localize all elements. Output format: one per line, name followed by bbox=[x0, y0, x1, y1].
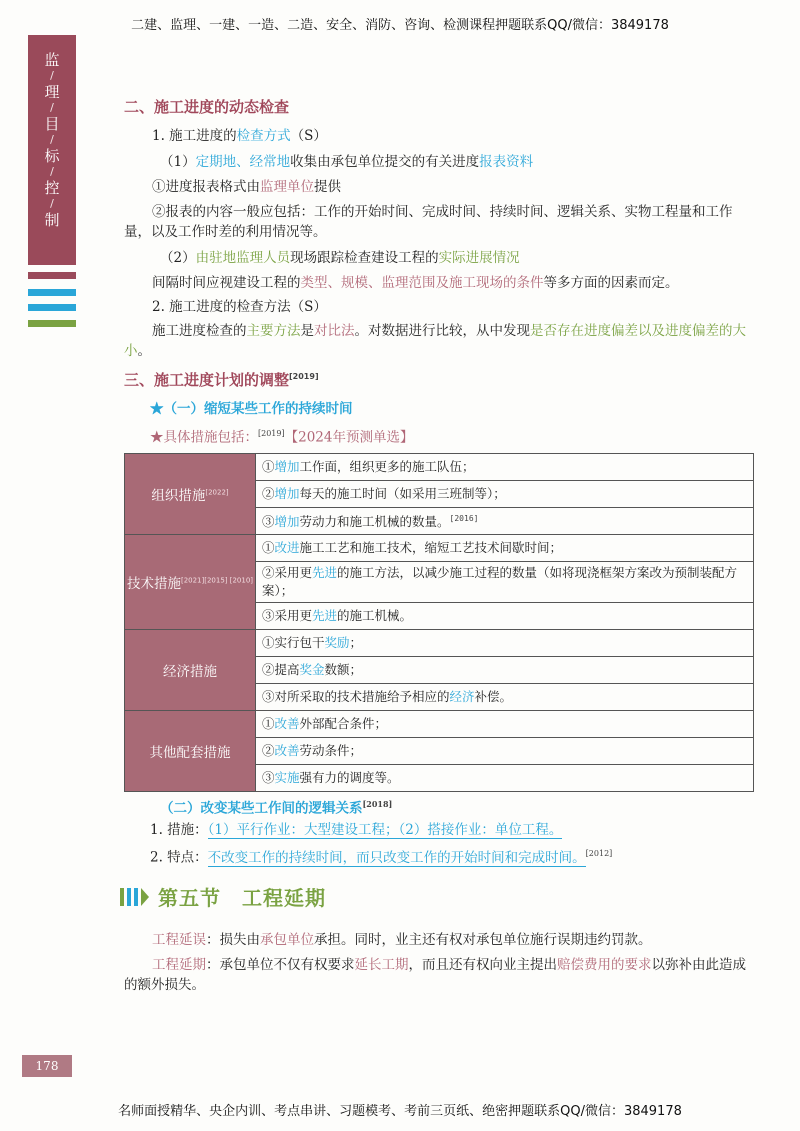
subsection-2-title: （二）改变某些工作间的逻辑关系[2018] bbox=[160, 799, 393, 817]
measure-item-keyword: 改善 bbox=[274, 716, 300, 731]
measure-item bbox=[256, 508, 754, 535]
measure-item-text: 数额； bbox=[324, 662, 363, 677]
section-2-title: 二、施工进度的动态检查 bbox=[124, 98, 290, 116]
features-line: 2. 特点：不改变工作的持续时间，而只改变工作的开始时间和完成时间。[2012] bbox=[150, 849, 613, 866]
measure-item-keyword: 经济 bbox=[449, 689, 475, 704]
measure-category bbox=[125, 454, 256, 535]
measure-item-year-tag: [2016] bbox=[449, 514, 479, 524]
table-row bbox=[125, 711, 754, 738]
measure-item-keyword: 奖金 bbox=[299, 662, 325, 677]
side-tab-char: 目 bbox=[44, 115, 60, 133]
section-3-title: 三、施工进度计划的调整[2019] bbox=[124, 371, 319, 389]
measure-item-text: 施工工艺和施工技术，缩短工艺技术间歇时间； bbox=[299, 540, 563, 555]
side-tab-label bbox=[28, 49, 76, 231]
measure-item-keyword: 增加 bbox=[274, 514, 300, 530]
measure-item-keyword: 增加 bbox=[274, 486, 300, 501]
measure-category-label: 组织措施 bbox=[151, 488, 206, 504]
measure-item-keyword: 先进 bbox=[312, 608, 338, 623]
measure-item-keyword: 改善 bbox=[274, 743, 300, 758]
measure-item bbox=[256, 657, 754, 684]
measure-item-text: 的施工方法，以减少施工过程的数量（如将现浇框架方案改为预制装配方案）； bbox=[262, 565, 738, 598]
measure-year-tag: [2022] bbox=[205, 488, 229, 497]
measure-item bbox=[256, 481, 754, 508]
side-tab-char: 制 bbox=[44, 211, 60, 229]
footer-banner: 名师面授精华、央企内训、考点串讲、习题模考、考前三页纸、绝密押题联系QQ/微信：3849178 bbox=[118, 1104, 682, 1119]
measure-item-text: ① bbox=[262, 459, 275, 474]
measure-item bbox=[256, 684, 754, 711]
measure-item-text: 劳动条件； bbox=[299, 743, 363, 758]
side-tab-separator: / bbox=[50, 197, 54, 210]
measure-item bbox=[256, 765, 754, 792]
measure-item-text: ③ bbox=[262, 770, 275, 785]
measure-item-keyword: 奖励 bbox=[324, 635, 350, 650]
measure-item-text: ②提高 bbox=[262, 662, 300, 677]
header-banner: 二建、监理、一建、一造、二造、安全、消防、咨询、检测课程押题联系QQ/微信：3849178 bbox=[131, 18, 669, 33]
measure-item-keyword: 先进 bbox=[312, 565, 338, 580]
measure-item bbox=[256, 454, 754, 481]
measures-table bbox=[124, 453, 754, 792]
method-1-1: （1）定期地、经常地收集由承包单位提交的有关进度报表资料 bbox=[160, 154, 534, 170]
measure-category-label: 经济措施 bbox=[163, 664, 217, 680]
side-tab bbox=[28, 35, 76, 265]
measure-item-text: 工作面，组织更多的施工队伍； bbox=[299, 459, 475, 474]
measure-category-label: 其他配套措施 bbox=[149, 745, 231, 761]
side-tab-separator: / bbox=[50, 101, 54, 114]
measure-category bbox=[125, 630, 256, 711]
measure-item-text: 补偿。 bbox=[474, 689, 513, 704]
measure-item-text: 的施工机械。 bbox=[337, 608, 413, 623]
side-tab-char: 监 bbox=[44, 51, 60, 69]
method-1-2-a: 间隔时间应视建设工程的类型、规模、监理范围及施工现场的条件等多方面的因素而定。 bbox=[152, 275, 679, 291]
section-5-title: 第五节 工程延期 bbox=[158, 886, 326, 910]
table-row bbox=[125, 454, 754, 481]
stripe-green bbox=[28, 320, 76, 327]
measure-item-keyword: 实施 bbox=[274, 770, 300, 785]
measure-category bbox=[125, 535, 256, 630]
measure-item-text: ① bbox=[262, 540, 275, 555]
side-tab-separator: / bbox=[50, 165, 54, 178]
stripe-mauve bbox=[28, 272, 76, 279]
measure-item-text: ② bbox=[262, 486, 275, 501]
measure-item-text: 每天的施工时间（如采用三班制等）； bbox=[299, 486, 506, 501]
method-heading-1: 1. 施工进度的检查方式（S） bbox=[152, 128, 327, 144]
measure-item-keyword: 增加 bbox=[274, 459, 300, 474]
measures-note: ★具体措施包括：[2019]【2024年预测单选】 bbox=[150, 429, 414, 446]
measure-item-text: ① bbox=[262, 716, 275, 731]
method-2-text: 施工进度检查的主要方法是对比法。对数据进行比较，从中发现是否存在进度偏差以及进度偏差的大小。 bbox=[124, 323, 746, 359]
measure-item-text: 劳动力和施工机械的数量。 bbox=[299, 514, 450, 530]
side-tab-separator: / bbox=[50, 133, 54, 146]
measure-item bbox=[256, 711, 754, 738]
measure-item-text: ② bbox=[262, 743, 275, 758]
measure-item-text: ③ bbox=[262, 514, 275, 530]
method-1-2: （2）由驻地监理人员现场跟踪检查建设工程的实际进展情况 bbox=[160, 250, 520, 266]
measure-item-text: ； bbox=[349, 635, 363, 650]
delay-extension-text: 工程延期：承包单位不仅有权要求延长工期，而且还有权向业主提出赔偿费用的要求以弥补由此造成的额外损失。 bbox=[124, 957, 746, 993]
section-bars-icon bbox=[120, 886, 150, 908]
measure-item bbox=[256, 562, 754, 603]
measure-item-text: 外部配合条件； bbox=[299, 716, 388, 731]
measure-item-text: ③对所采取的技术措施给予相应的 bbox=[262, 689, 450, 704]
side-tab-char: 理 bbox=[44, 83, 60, 101]
measure-year-tag: [2021][2015] [2010] bbox=[180, 576, 254, 585]
side-tab-char: 控 bbox=[44, 179, 60, 197]
stripe-blue-1 bbox=[28, 289, 76, 296]
stripe-blue-2 bbox=[28, 304, 76, 311]
measure-category bbox=[125, 711, 256, 792]
measure-item-text: 强有力的调度等。 bbox=[299, 770, 400, 785]
measure-item-text: ①实行包干 bbox=[262, 635, 325, 650]
subsection-1-title: ★（一）缩短某些工作的持续时间 bbox=[150, 401, 353, 417]
table-row bbox=[125, 630, 754, 657]
measures-line: 1. 措施：（1）平行作业：大型建设工程；（2）搭接作业：单位工程。 bbox=[150, 822, 563, 838]
side-tab-char: 标 bbox=[44, 147, 60, 165]
measure-item bbox=[256, 603, 754, 630]
measure-item-keyword: 改进 bbox=[274, 540, 300, 555]
measure-item-text: ②采用更 bbox=[262, 565, 313, 580]
method-1-1-a: ①进度报表格式由监理单位提供 bbox=[152, 179, 341, 195]
measure-item bbox=[256, 630, 754, 657]
method-1-1-b: ②报表的内容一般应包括：工作的开始时间、完成时间、持续时间、逻辑关系、实物工程量和工作量，以及工作时差的利用情况等。 bbox=[124, 204, 733, 240]
measure-item bbox=[256, 535, 754, 562]
table-row bbox=[125, 535, 754, 562]
delay-error-text: 工程延误：损失由承包单位承担。同时，业主还有权对承包单位施行误期违约罚款。 bbox=[152, 932, 652, 948]
measure-category-label: 技术措施 bbox=[126, 576, 181, 592]
method-heading-2: 2. 施工进度的检查方法（S） bbox=[152, 299, 327, 315]
section-5-header bbox=[120, 882, 326, 911]
measure-item bbox=[256, 738, 754, 765]
measure-item-text: ③采用更 bbox=[262, 608, 313, 623]
side-tab-separator: / bbox=[50, 69, 54, 82]
page-number: 178 bbox=[22, 1055, 72, 1077]
